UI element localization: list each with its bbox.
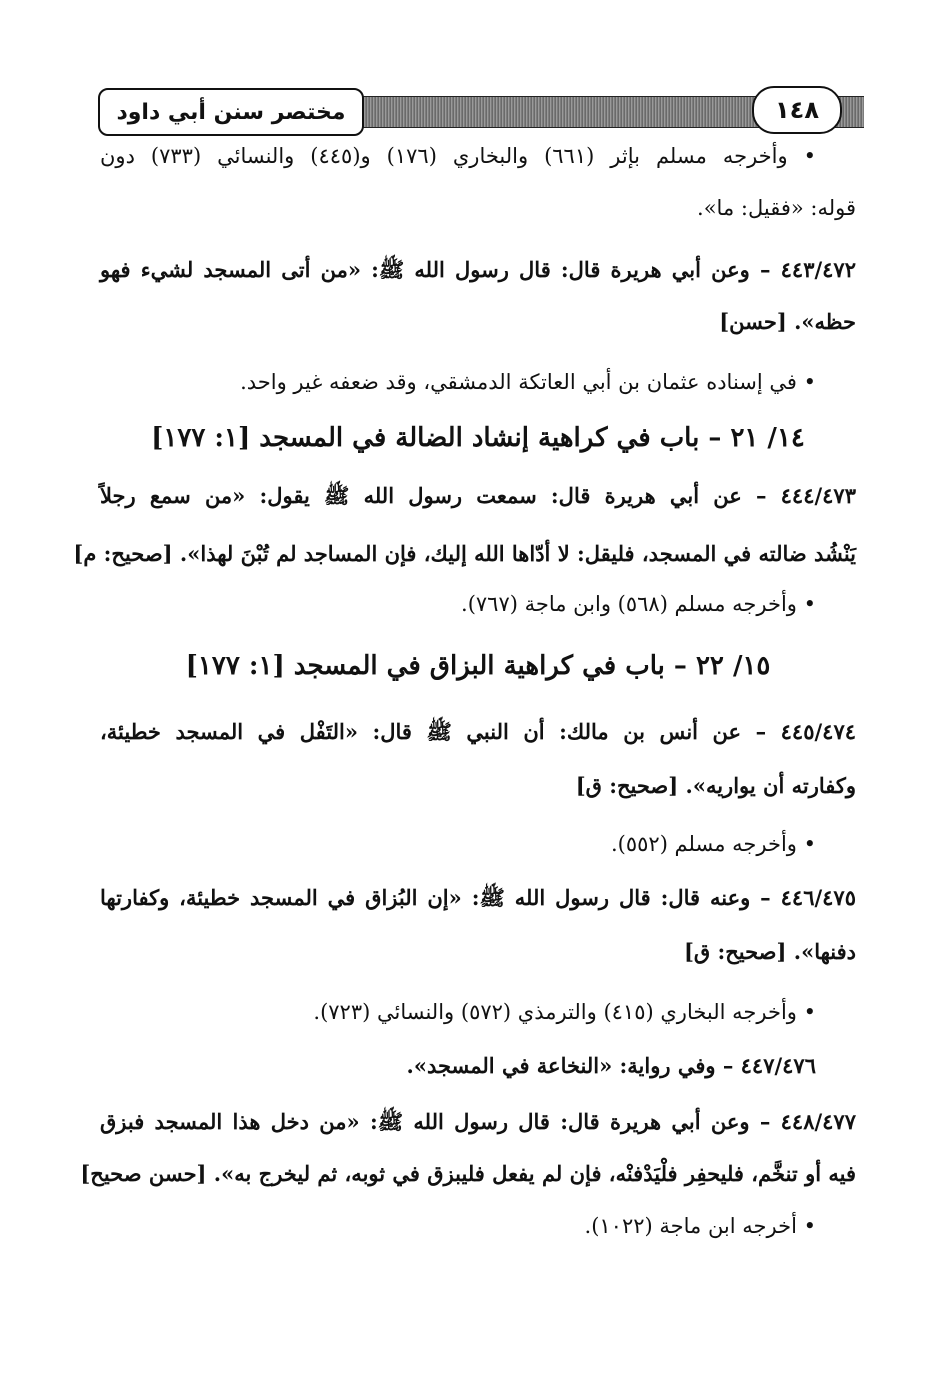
hadith-line: ٤٤٨/٤٧٧ – وعن أبي هريرة قال: قال رسول الله ﷺ: «من دخل هذا المسجد فبزق: [100, 1109, 856, 1134]
page-number: ١٤٨: [752, 86, 842, 134]
hadith-line: دفنها». [صحيح: ق]: [683, 939, 856, 964]
page-header: [98, 88, 864, 134]
hadith-line: ٤٤٥/٤٧٤ – عن أنس بن مالك: أن النبي ﷺ قال: «التَفْل في المسجد خطيئة،: [100, 719, 857, 744]
hadith-line: ٤٤٧/٤٧٦ – وفي رواية: «النخاعة في المسجد».: [406, 1053, 816, 1078]
footnote-line: • أخرجه ابن ماجة (١٠٢٢).: [584, 1214, 816, 1238]
footnote-line: • في إسناده عثمان بن أبي العاتكة الدمشقي، وقد ضعفه غير واحد.: [240, 370, 816, 394]
hadith-line: ٤٤٤/٤٧٣ – عن أبي هريرة قال: سمعت رسول الله ﷺ يقول: «من سمع رجلاً: [100, 483, 856, 508]
hadith-line: حظه». [حسن]: [719, 309, 856, 334]
footnote-line: • وأخرجه مسلم (٥٥٢).: [610, 832, 816, 856]
hadith-line: وكفارته أن يواريه». [صحيح: ق]: [575, 773, 856, 798]
hadith-line: فيه أو تنخَّم، فليحفِر فلْيَدْفنْه، فإن لم يفعل فليبزق في ثوبه، ثم ليخرج به». [حسن صحيح]: [80, 1161, 856, 1186]
hadith-line: ٤٤٦/٤٧٥ – وعنه قال: قال رسول الله ﷺ: «إن البُزاق في المسجد خطيئة، وكفارتها: [100, 885, 856, 910]
hadith-line: يَنْشُد ضالته في المسجد، فليقل: لا أدّاها الله إليك، فإن المساجد لم تُبْنَ لهذا». [صحيح: م]: [73, 541, 856, 566]
footnote-line: • وأخرجه مسلم (٥٦٨) وابن ماجة (٧٦٧).: [461, 592, 816, 616]
footnote-line: • وأخرجه مسلم بإثر (٦٦١) والبخاري (١٧٦) و(٤٤٥) والنسائي (٧٣٣) دون: [100, 144, 816, 168]
footnote-line: قوله: «فقيل: ما».: [697, 196, 856, 220]
book-title: مختصر سنن أبي داود: [98, 88, 364, 136]
chapter-heading: ١٤/ ٢١ – باب في كراهية إنشاد الضالة في المسجد [١: ١٧٧]: [151, 423, 805, 453]
chapter-heading: ١٥/ ٢٢ – باب في كراهية البزاق في المسجد [١: ١٧٧]: [185, 651, 771, 681]
footnote-line: • وأخرجه البخاري (٤١٥) والترمذي (٥٧٢) والنسائي (٧٢٣).: [313, 1000, 816, 1024]
hadith-line: ٤٤٣/٤٧٢ – وعن أبي هريرة قال: قال رسول الله ﷺ: «من أتى المسجد لشيء فهو: [100, 257, 856, 282]
